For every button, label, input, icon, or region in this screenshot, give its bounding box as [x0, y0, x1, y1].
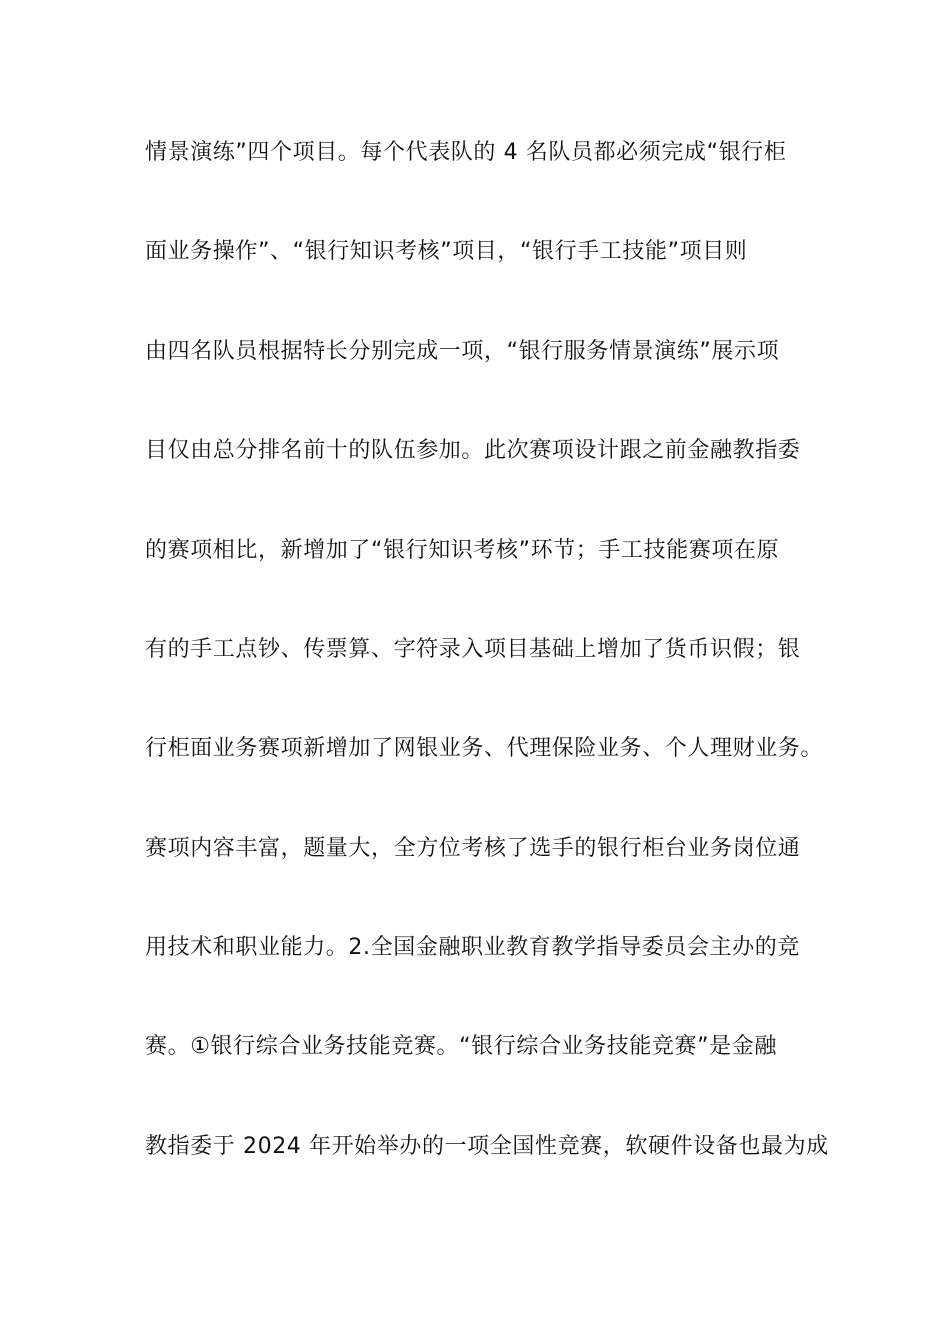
paragraph-line: 由四名队员根据特长分别完成一项，“银行服务情景演练”展示项 [145, 339, 780, 364]
paragraph-line: 教指委于 2024 年开始举办的一项全国性竞赛，软硬件设备也最为成 [145, 1134, 829, 1159]
paragraph-line: 有的手工点钞、传票算、字符录入项目基础上增加了货币识假；银 [145, 637, 801, 662]
paragraph-line: 赛。①银行综合业务技能竞赛。“银行综合业务技能竞赛”是金融 [145, 1034, 777, 1059]
paragraph-line: 面业务操作”、“银行知识考核”项目，“银行手工技能”项目则 [145, 239, 748, 264]
paragraph-line: 用技术和职业能力。2.全国金融职业教育教学指导委员会主办的竞 [145, 935, 800, 960]
paragraph-line: 赛项内容丰富，题量大，全方位考核了选手的银行柜台业务岗位通 [145, 836, 801, 861]
paragraph-line: 行柜面业务赛项新增加了网银业务、代理保险业务、个人理财业务。 [145, 736, 824, 761]
paragraph-line: 情景演练”四个项目。每个代表队的 4 名队员都必须完成“银行柜 [145, 140, 787, 165]
paragraph-line: 目仅由总分排名前十的队伍参加。此次赛项设计跟之前金融教指委 [145, 438, 801, 463]
paragraph-line: 的赛项相比，新增加了“银行知识考核”环节；手工技能赛项在原 [145, 538, 780, 563]
